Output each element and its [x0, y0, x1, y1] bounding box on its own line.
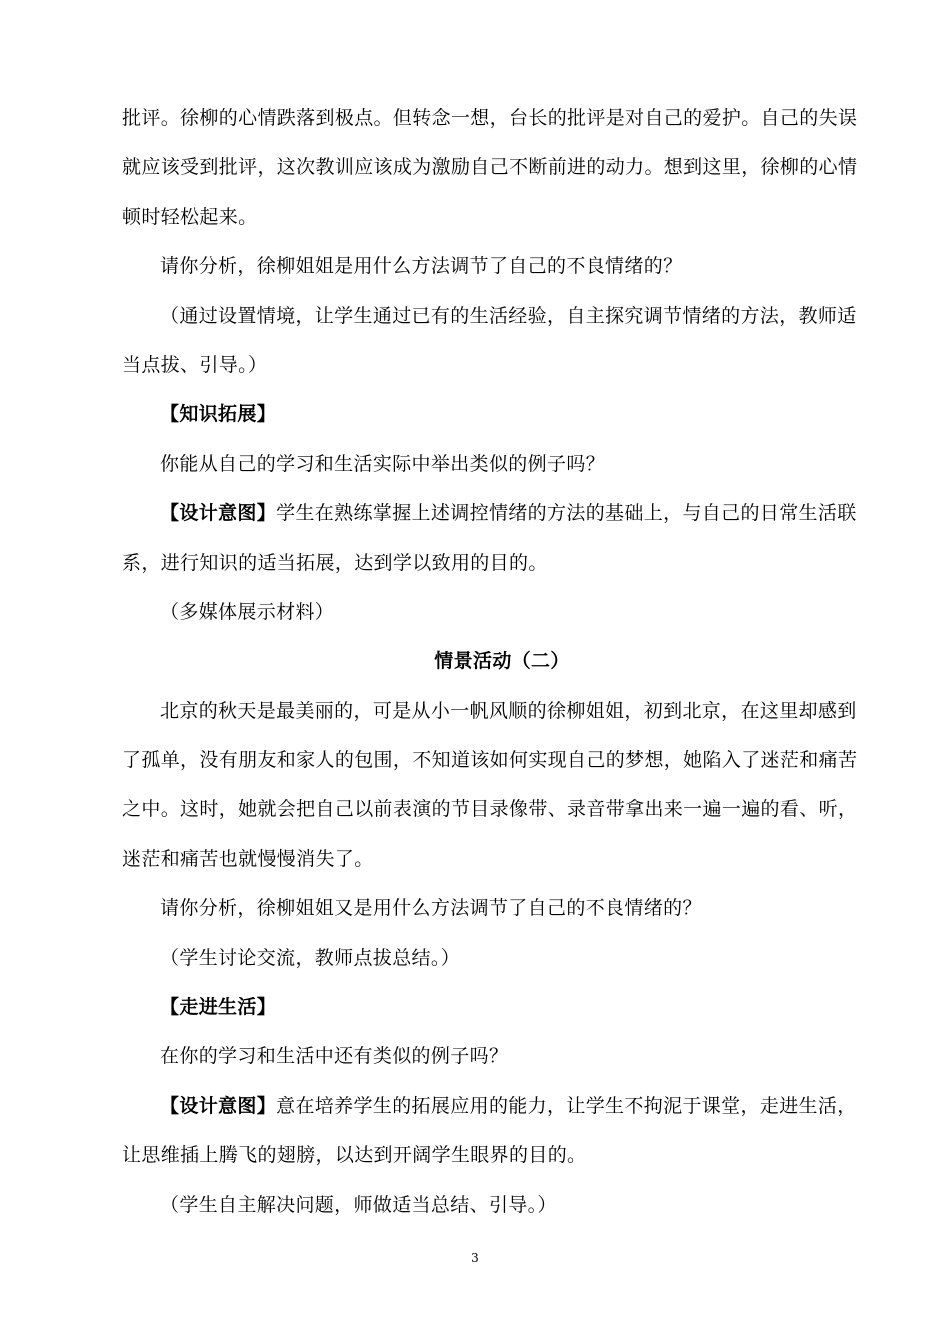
paragraph-line: 迷茫和痛苦也就慢慢消失了。 — [122, 847, 374, 870]
paragraph-line: 了孤单，没有朋友和家人的包围，不知道该如何实现自己的梦想，她陷入了迷茫和痛苦 — [122, 749, 858, 772]
paragraph-line: 让思维插上腾飞的翅膀，以达到开阔学生眼界的目的。 — [122, 1144, 587, 1167]
design-intent-label: 【设计意图】 — [160, 1094, 277, 1117]
question-line: 在你的学习和生活中还有类似的例子吗？ — [160, 1045, 509, 1068]
note-line: （学生讨论交流，教师点拔总结。） — [160, 946, 461, 969]
design-intent-label: 【设计意图】 — [160, 502, 277, 525]
section-heading-into-life: 【走进生活】 — [160, 996, 277, 1019]
paragraph-line: 批评。徐柳的心情跌落到极点。但转念一想，台长的批评是对自己的爱护。自己的失误 — [122, 107, 858, 129]
paragraph-line: 就应该受到批评，这次教训应该成为激励自己不断前进的动力。想到这里，徐柳的心情 — [122, 156, 858, 179]
question-line: 请你分析，徐柳姐姐是用什么方法调节了自己的不良情绪的？ — [160, 255, 683, 278]
design-intent-line — [122, 489, 857, 538]
note-line: （多媒体展示材料） — [160, 600, 335, 623]
question-line: 你能从自己的学习和生活实际中举出类似的例子吗？ — [160, 452, 606, 475]
section-heading-knowledge-extension: 【知识拓展】 — [160, 403, 277, 426]
note-line: （通过设置情境，让学生通过已有的生活经验，自主探究调节情绪的方法，教师适 — [160, 304, 857, 327]
note-line: 当点拔、引导。） — [122, 353, 268, 376]
design-intent-line — [122, 1082, 857, 1131]
paragraph-line: 北京的秋天是最美丽的，可是从小一帆风顺的徐柳姐姐，初到北京，在这里却感到 — [160, 699, 857, 722]
page-number: 3 — [471, 1251, 479, 1265]
design-intent-text: 学生在熟练掌握上述调控情绪的方法的基础上，与自己的日常生活联 — [276, 502, 857, 525]
note-line: （学生自主解决问题，师做适当总结、引导。） — [160, 1193, 557, 1216]
section-title-scene-activity-two: 情景活动（二） — [434, 650, 570, 673]
paragraph-line: 系，进行知识的适当拓展，达到学以致用的目的。 — [122, 551, 548, 574]
question-line: 请你分析，徐柳姐姐又是用什么方法调节了自己的不良情绪的？ — [160, 897, 702, 920]
design-intent-text: 意在培养学生的拓展应用的能力，让学生不拘泥于课堂，走进生活， — [276, 1094, 857, 1117]
document-body — [122, 94, 858, 1230]
paragraph-line: 之中。这时，她就会把自己以前表演的节目录像带、录音带拿出来一遍一遍的看、听， — [122, 798, 858, 821]
paragraph-line: 顿时轻松起来。 — [122, 205, 258, 228]
